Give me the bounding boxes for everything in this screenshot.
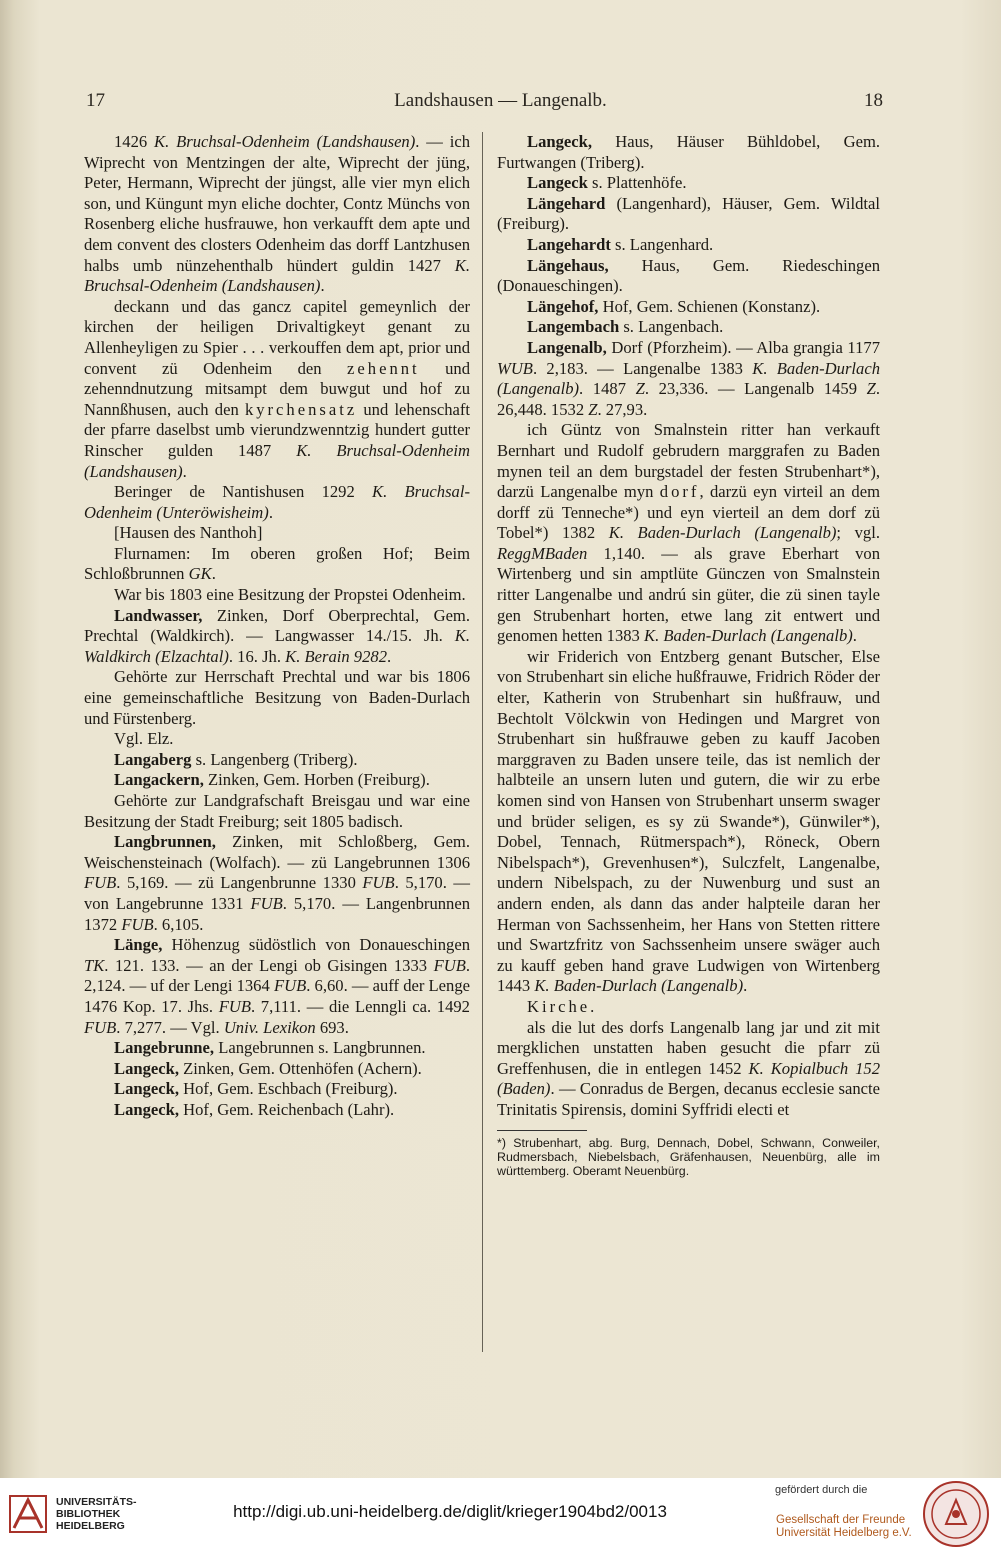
right_column-paragraph: Längehard (Langenhard), Häuser, Gem. Wildtal (Freiburg). xyxy=(497,193,880,234)
right_column-paragraph: Langehardt s. Langenhard. xyxy=(527,234,714,254)
right_column-paragraph: ich Güntz von Smalnstein ritter han verkauft Bernhart und Rudolf gebrudern marggrafen zu Baden mynen teil an dem burgstadel der festen Strubenhart*), darzü Langenalbe myn dorf, darzü eyn virteil an dem dorff zü Tenneche*) und eyn vierteil an dem dorf zü Tobel*) 1382 K. Baden-Durlach (Langenalb); vgl. ReggMBaden 1,140. — als grave Eberhart von Wirtenberg und sin amptlüte Günczen von Smalnstein ritter Langenalbe und andrú sin güter, die zü sinen tayle gen Strubenhart horten, etwe lang zit entwert und genomen hetten 1383 K. Baden-Durlach (Langenalb). xyxy=(497,420,880,646)
right-column-body xyxy=(497,132,880,1121)
left_column-paragraph: Gehörte zur Herrschaft Prechtal und war bis 1806 eine gemeinschaftliche Besitzung von Baden-Durlach und Fürstenberg. xyxy=(84,667,470,728)
university-seal-icon xyxy=(922,1480,990,1548)
page-number-left: 17 xyxy=(86,90,105,111)
left_column-paragraph: War bis 1803 eine Besitzung der Propstei Odenheim. xyxy=(114,585,466,605)
right_column-paragraph: Langeck s. Plattenhöfe. xyxy=(527,173,687,193)
footnote: *) Strubenhart, abg. Burg, Dennach, Dobel, Schwann, Conweiler, Rudmersbach, Niebelsbach, Gräfenhausen, Neuenbürg, alle im württemberg. Oberamt Neuenbürg. xyxy=(497,1135,880,1178)
left_column-paragraph: Langbrunnen, Zinken, mit Schloßberg, Gem. Weischensteinach (Wolfach). — zü Langebrunnen 1306 FUB. 5,169. — zü Langenbrunne 1330 FUB. 5,170. — von Langebrunne 1331 FUB. 5,170. — Langenbrunnen 1372 FUB. 6,105. xyxy=(84,832,470,934)
left_column-paragraph: Langaberg s. Langenberg (Triberg). xyxy=(114,749,358,769)
left_column-paragraph: Landwasser, Zinken, Dorf Oberprechtal, Gem. Prechtal (Waldkirch). — Langwasser 14./15. Jh. K. Waldkirch (Elzachtal). 16. Jh. K. Berain 9282. xyxy=(84,605,470,666)
sponsor-name xyxy=(776,1514,912,1540)
sponsor-name-line2: Universität Heidelberg e.V. xyxy=(776,1527,912,1539)
right_column-paragraph: Längehof, Hof, Gem. Schienen (Konstanz). xyxy=(527,296,821,316)
left_column-paragraph: [Hausen des Nanthoh] xyxy=(114,523,263,543)
left_column-paragraph: Langebrunne, Langebrunnen s. Langbrunnen. xyxy=(114,1038,426,1058)
right_column-paragraph: als die lut des dorfs Langenalb lang jar und zit mit mergklichen unstatten haben gesucht die pfarr zü Greffenhusen, die in entlegen 1452 K. Kopialbuch 152 (Baden). — Conradus de Bergen, decanus ecclesie sancte Trinitatis Spirensis, domini Syffridi electi et xyxy=(497,1017,880,1119)
sponsor-intro: gefördert durch die xyxy=(775,1484,868,1496)
left_column-paragraph: 1426 K. Bruchsal-Odenheim (Landshausen). — ich Wiprecht von Mentzingen der alte, Wiprecht der jüng, Peter, Hermann, Wiprecht der jüngst, alle vier myn elich son, und Küngunt myn eliche dochter, Contz Münchs von Rosenberg eliche husfrauwe, hon verkaufft dem apte und dem convent des closters Odenheim das dorff Lantzhusen halbs umb nünzehenthalb hündert guldin 1427 K. Bruchsal-Odenheim (Landshausen). xyxy=(84,132,470,296)
right_column-paragraph: Langembach s. Langenbach. xyxy=(527,317,724,337)
right_column-paragraph: Kirche. xyxy=(527,996,595,1016)
viewer-footer xyxy=(0,1478,1001,1550)
library-name-line3: HEIDELBERG xyxy=(56,1520,125,1532)
left-column xyxy=(84,132,470,1357)
left_column-paragraph: Flurnamen: Im oberen großen Hof; Beim Schloßbrunnen GK. xyxy=(84,543,470,584)
right-column xyxy=(497,132,880,1357)
sponsor-name-line1: Gesellschaft der Freunde xyxy=(776,1514,906,1526)
footnote-rule xyxy=(497,1130,587,1131)
left_column-paragraph: deckann und das gancz capitel gemeynlich der kirchen der heiligen Drivaltigkeyt genant zu Allenheyligen zu Spier . . . verkouffen dem apt, prior und convent zü Odenheim den zehennt und zehenndnutzung mitsampt dem buwgut und hof zu Nannßhusen, auch den kyrchensatz und lehenschaft der pfarre daselbst umb vierundzwenntzig hundert gutter Rinscher gulden 1487 K. Bruchsal-Odenheim (Landshausen). xyxy=(84,296,470,481)
left_column-paragraph: Beringer de Nantishusen 1292 K. Bruchsal-Odenheim (Unteröwisheim). xyxy=(84,482,470,522)
left_column-paragraph: Vgl. Elz. xyxy=(114,729,174,749)
left_column-paragraph: Langeck, Hof, Gem. Reichenbach (Lahr). xyxy=(114,1099,395,1119)
left_column-paragraph: Länge, Höhenzug südöstlich von Donaueschingen TK. 121. 133. — an der Lengi ob Gisingen 1333 FUB. 2,124. — uf der Lengi 1364 FUB. 6,60. — auff der Lenge 1476 Kop. 17. Jhs. FUB. 7,111. — die Lenngli ca. 1492 FUB. 7,277. — Vgl. Univ. Lexikon 693. xyxy=(84,935,471,1037)
right_column-paragraph: Langeck, Haus, Häuser Bühldobel, Gem. Furtwangen (Triberg). xyxy=(497,132,880,172)
library-name-line1: UNIVERSITÄTS- xyxy=(56,1496,137,1508)
right_column-paragraph: Längehaus, Haus, Gem. Riedeschingen (Donaueschingen). xyxy=(497,255,880,296)
column-divider xyxy=(482,132,483,1352)
running-title: Landshausen — Langenalb. xyxy=(394,90,607,111)
library-name-line2: BIBLIOTHEK xyxy=(56,1508,121,1520)
left_column-paragraph: Langeck, Zinken, Gem. Ottenhöfen (Achern). xyxy=(114,1058,422,1078)
left_column-paragraph: Langeck, Hof, Gem. Eschbach (Freiburg). xyxy=(114,1079,398,1099)
left_column-paragraph: Gehörte zur Landgrafschaft Breisgau und war eine Besitzung der Stadt Freiburg; seit 1805 badisch. xyxy=(84,791,470,831)
permalink-url[interactable]: http://digi.ub.uni-heidelberg.de/diglit/krieger1904bd2/0013 xyxy=(233,1502,667,1521)
page-number-right: 18 xyxy=(864,90,883,111)
left_column-paragraph: Langackern, Zinken, Gem. Horben (Freiburg). xyxy=(114,770,430,790)
right_column-paragraph: wir Friderich von Entzberg genant Butscher, Else von Strubenhart sin eliche hußfrauwe, Fridrich Röder der elter, Katherin von Strubenhart sin hußfrauw, und Bechtolt Völckwin von Hedingen und Margret von Strubenhart sin hußfrauwe geben zu kauff Jacoben marggraven zu Baden unsere teile, das ist nemlich der halbteile an unsern luten und gutern, die wir zu erbe komen sind von Hansen von Strubenhart unserm swager und brüder seligen, es sy zü Swande*), Günwiler*), Dobel, Tennach, Rütmerspach*), Röneck, Obern Nibelspach*), Grevenhusen*), Sulczfelt, Langenalbe, undern Nibelspach, zu der Nuwenburg und sust an andern enden, als dann das ander halpteile daran her Herman von Sachssenheim, her Hans von Stetten rittere und Swartzfritz von Sachssenheim unsere swäger auch zu kauff geben hand grave Ludwigen von Wirtenberg 1443 K. Baden-Durlach (Langenalb). xyxy=(497,646,880,996)
right_column-paragraph: Langenalb, Dorf (Pforzheim). — Alba grangia 1177 WUB. 2,183. — Langenalbe 1383 K. Baden-Durlach (Langenalb). 1487 Z. 23,336. — Langenalb 1459 Z. 26,448. 1532 Z. 27,93. xyxy=(497,337,881,419)
